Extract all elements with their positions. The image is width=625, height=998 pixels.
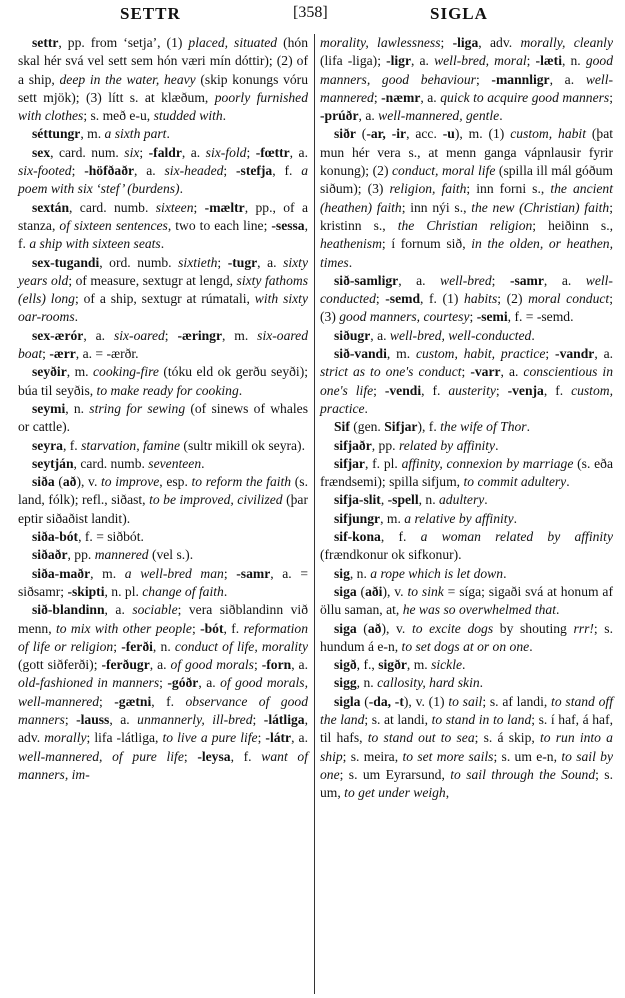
header-right-guideword: SIGLA xyxy=(430,4,488,23)
dictionary-entry: sið-blandinn, a. sociable; vera siðblandinn við menn, to mix with other people; -bót, f. reformation of life or religion; -ferði, n. conduct of life, morality (gott siðferði); -ferðugr, a. of good morals; -forn, a. old-fashioned in manners; -góðr, a. of good morals, well-mannered; -gætni, f. observance of good manners; -lauss, a. unmannerly, ill-bred; -látliga, adv. morally; lifa -látliga, to live a pure life; -látr, a. well-mannered, of pure life; -leysa, f. want of manners, im- xyxy=(18,602,309,782)
dictionary-entry: sif-kona, f. a woman related by affinity (frændkonur ok sifkonur). xyxy=(320,529,613,563)
dictionary-entry: siga (aði), v. to sink = síga; sigaði svá at honum af öllu saman, at, he was so overwhelmed that. xyxy=(320,583,613,618)
dictionary-entry: siðaðr, pp. mannered (vel s.). xyxy=(32,547,194,563)
dictionary-entry: seyra, f. starvation, famine (sultr mikill ok seyra). xyxy=(32,437,305,453)
dictionary-entry: seyðir, m. cooking-fire (tóku eld ok gerðu seyði); búa til seyðis, to make ready for cooking. xyxy=(18,364,308,398)
dictionary-entry: sex, card. num. six; -faldr, a. six-fold; -fœttr, a. six-footed; -höfðaðr, a. six-headed; -stefja, f. a poem with six ‘stef’ (burdens). xyxy=(18,144,308,197)
dictionary-entry: sextán, card. numb. sixteen; -mæltr, pp., of a stanza, of sixteen sentences, two to each line; -sessa, f. a ship with sixteen seats. xyxy=(18,199,309,252)
page-number: [358] xyxy=(293,4,328,21)
dictionary-entry: sex-tugandi, ord. numb. sixtieth; -tugr, a. sixty years old; of measure, sextugr at lengd, sixty fathoms (ells) long; of a ship, sextugr at rúmatali, with sixty oar-rooms. xyxy=(18,254,308,325)
dictionary-entry: sex-ærór, a. six-oared; -æringr, m. six-oared boat; -ærr, a. = -ærðr. xyxy=(18,327,308,362)
dictionary-entry: siða-bót, f. = siðbót. xyxy=(32,529,144,545)
dictionary-entry: sifja-slit, -spell, n. adultery. xyxy=(334,492,488,508)
dictionary-entry: sifjungr, m. a relative by affinity. xyxy=(334,510,518,526)
page-header xyxy=(0,4,625,28)
dictionary-entry: siga (að), v. to excite dogs by shouting rrr!; s. hundum á e-n, to set dogs at or on one. xyxy=(320,620,613,654)
dictionary-entry: sifjar, f. pl. affinity, connexion by marriage (s. eða frændsemi); spilla sifjum, to commit adultery. xyxy=(320,455,613,490)
dictionary-entry: sig, n. a rope which is let down. xyxy=(334,565,507,581)
dictionary-entry: siða-maðr, m. a well-bred man; -samr, a. = siðsamr; -skipti, n. pl. change of faith. xyxy=(18,565,308,599)
dictionary-entry: morality, lawlessness; -liga, adv. morally, cleanly (lifa -liga); -ligr, a. well-bred, moral; -læti, n. good manners, good behaviour; -mannligr, a. well-mannered; -næmr, a. quick to acquire good manners; -prúðr, a. well-mannered, gentle. xyxy=(320,35,613,124)
dictionary-entry: séttungr, m. a sixth part. xyxy=(32,126,170,142)
dictionary-entry: seytján, card. numb. seventeen. xyxy=(32,455,205,471)
column-divider xyxy=(314,34,315,994)
dictionary-entry: sifjaðr, pp. related by affinity. xyxy=(334,437,499,453)
left-column xyxy=(18,34,308,784)
dictionary-entry: siða (að), v. to improve, esp. to reform the faith (s. land, fólk); refl., siðast, to be improved, civilized (þar eptir siðaðist landit). xyxy=(18,474,308,526)
right-column xyxy=(320,34,613,802)
dictionary-entry: sið-samligr, a. well-bred; -samr, a. well-conducted; -semd, f. (1) habits; (2) moral conduct; (3) good manners, courtesy; -semi, f. = -semd. xyxy=(320,272,613,325)
dictionary-entry: Sif (gen. Sifjar), f. the wife of Thor. xyxy=(334,419,531,435)
dictionary-entry: siðr (-ar, -ir, acc. -u), m. (1) custom, habit (þat mun hér vera s., at menn ganga vápnlausir fyrir konung); (2) conduct, moral life (spilla ill mál góðum siðum); (3) religion, faith; inn forni s., the ancient (heathen) faith; inn nýi s., the new (Christian) faith; kristinn s., the Christian religion; heiðinn s., heathenism; í fornum sið, in the olden, or heathen, times. xyxy=(320,126,614,270)
dictionary-entry: seymi, n. string for sewing (of sinews of whales or cattle). xyxy=(18,400,308,435)
dictionary-entry: sigg, n. callosity, hard skin. xyxy=(334,675,484,691)
dictionary-entry: sið-vandi, m. custom, habit, practice; -vandr, a. strict as to one's conduct; -varr, a. conscientious in one's life; -vendi, f. austerity; -venja, f. custom, practice. xyxy=(320,346,613,416)
dictionary-entry: siðugr, a. well-bred, well-conducted. xyxy=(334,327,535,343)
dictionary-entry: settr, pp. from ‘setja’, (1) placed, situated (hón skal hér svá vel sett sem hón væri mín dóttir); (2) of a ship, deep in the water, heavy (skip konungs vóru sett mjök); (3) lítt s. at klæðum, poorly furnished with clothes; s. með e-u, studded with. xyxy=(18,35,309,124)
dictionary-entry: sigla (-da, -t), v. (1) to sail; s. af landi, to stand off the land; s. at landi, to stand in to land; s. í haf, á haf, til hafs, to stand out to sea; s. á skip, to run into a ship; s. meira, to set more sails; s. um e-n, to sail by one; s. um Eyrarsund, to sail through the Sound; s. um, to get under weigh, xyxy=(320,693,613,801)
header-left-guideword: SETTR xyxy=(120,4,181,23)
dictionary-entry: sigð, f., sigðr, m. sickle. xyxy=(334,657,466,673)
